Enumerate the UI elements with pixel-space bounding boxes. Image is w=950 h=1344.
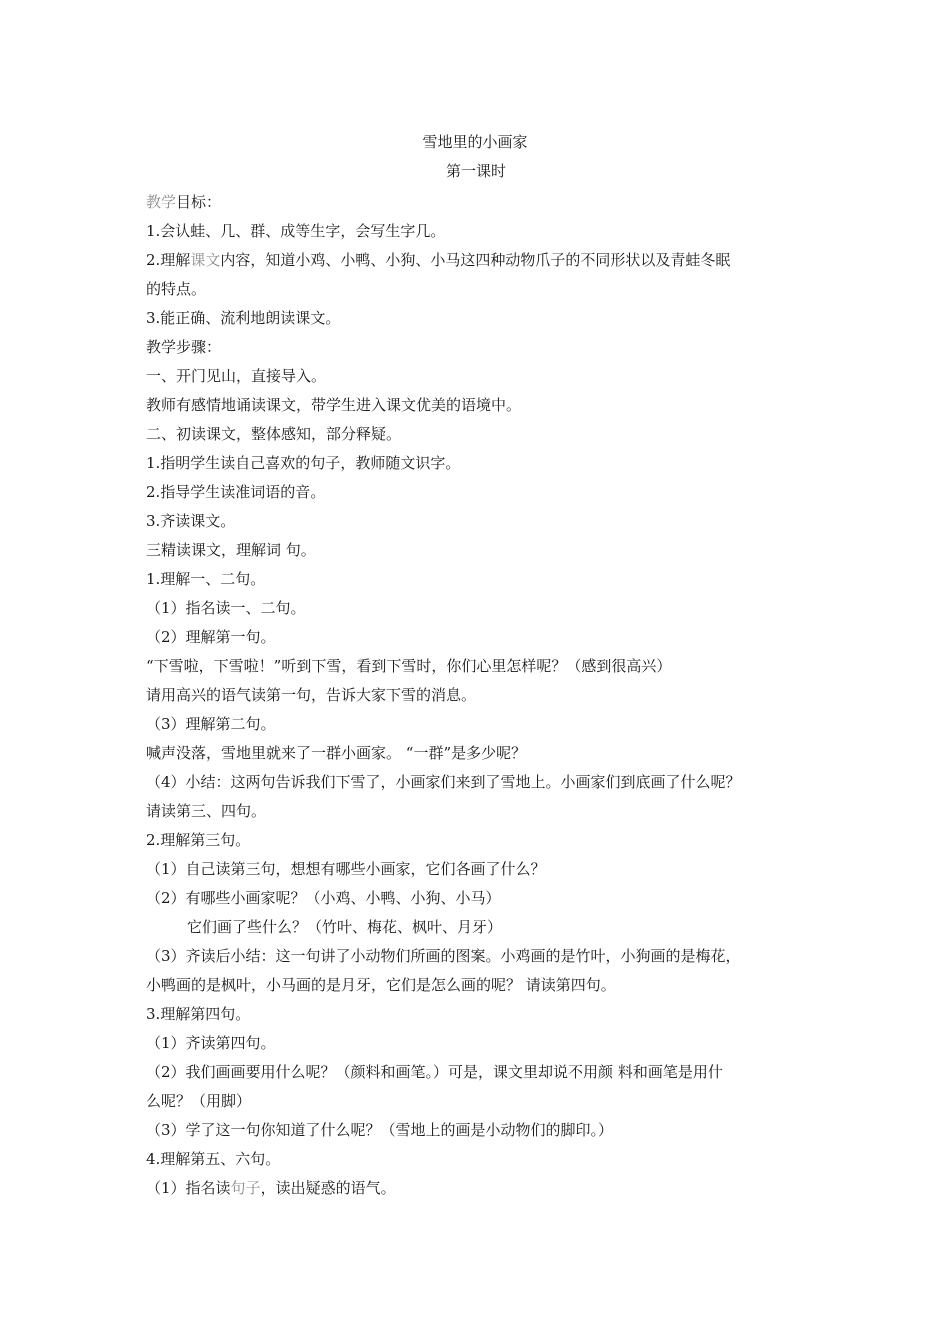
- sub-item: （4）小结：这两句告诉我们下雪了，小画家们来到了雪地上。小画家们到底画了什么呢？: [146, 773, 741, 791]
- sub-item: （1）指名读一、二句。: [146, 599, 306, 617]
- section-heading: 一、开门见山，直接导入。: [146, 367, 327, 385]
- list-item: 4.理解第五、六句。: [146, 1150, 281, 1168]
- paragraph: “下雪啦，下雪啦！”听到下雪，看到下雪时，你们心里怎样呢？（感到很高兴）: [146, 657, 672, 675]
- goals-heading: [146, 188, 806, 217]
- goal-2-post: 内容，知道小鸡、小鸭、小狗、小马这四种动物爪子的不同形状以及青蛙冬眠: [220, 251, 731, 269]
- s3-4-1-link: 句子: [230, 1179, 261, 1197]
- paragraph: 小鸭画的是枫叶，小马画的是月牙，它们是怎么画的呢？ 请读第四句。: [146, 976, 616, 994]
- sub-item: （3）齐读后小结：这一句讲了小动物们所画的图案。小鸡画的是竹叶，小狗画的是梅花，: [146, 947, 741, 965]
- goal-item: 1.会认蛙、几、群、成等生字，会写生字几。: [146, 222, 446, 240]
- paragraph: 请读第三、四句。: [146, 802, 267, 820]
- list-item: 1.理解一、二句。: [146, 570, 266, 588]
- list-item: 1.指明学生读自己喜欢的句子，教师随文识字。: [146, 454, 461, 472]
- sub-item: （1）自己读第三句，想想有哪些小画家，它们各画了什么？: [146, 860, 546, 878]
- sub-item: （2）我们画画要用什么呢？（颜料和画笔。）可是，课文里却说不用颜 料和画笔是用什: [146, 1063, 723, 1081]
- goals-heading-prefix: 教学: [146, 193, 177, 211]
- sub-item-continued: 它们画了些什么？（竹叶、梅花、枫叶、月牙）: [187, 918, 503, 936]
- document-body: [146, 188, 806, 1203]
- list-item: 3.齐读课文。: [146, 512, 236, 530]
- paragraph: 请用高兴的语气读第一句，告诉大家下雪的消息。: [146, 686, 477, 704]
- document-title: 雪地里的小画家: [422, 133, 528, 151]
- document-subtitle: 第一课时: [446, 162, 507, 180]
- section-heading: 二、初读课文，整体感知，部分释疑。: [146, 425, 402, 443]
- sub-item: （3）学了这一句你知道了什么呢？（雪地上的画是小动物们的脚印。）: [146, 1121, 614, 1139]
- goal-2-link: 课文: [190, 251, 221, 269]
- s3-4-1-pre: （1）指名读: [146, 1179, 231, 1197]
- paragraph: 喊声没落，雪地里就来了一群小画家。 “一群”是多少呢？: [146, 744, 527, 762]
- goals-heading-suffix: 目标：: [176, 193, 222, 211]
- list-item: 2.指导学生读准词语的音。: [146, 483, 326, 501]
- goal-item: 3.能正确、流利地朗读课文。: [146, 309, 341, 327]
- list-item: 2.理解第三句。: [146, 831, 251, 849]
- goal-item: [146, 246, 806, 275]
- sub-item: （1）齐读第四句。: [146, 1034, 276, 1052]
- steps-heading: 教学步骤：: [146, 338, 222, 356]
- sub-item: （3）理解第二句。: [146, 715, 276, 733]
- goal-item-continued: 的特点。: [146, 280, 207, 298]
- paragraph: 么呢？（用脚）: [146, 1092, 252, 1110]
- goal-2-pre: 2.理解: [146, 251, 191, 269]
- sub-item: （2）理解第一句。: [146, 628, 276, 646]
- sub-item: （2）有哪些小画家呢？（小鸡、小鸭、小狗、小马）: [146, 889, 501, 907]
- paragraph: 教师有感情地诵读课文，带学生进入课文优美的语境中。: [146, 396, 522, 414]
- sub-item: [146, 1174, 806, 1203]
- list-item: 3.理解第四句。: [146, 1005, 251, 1023]
- s3-4-1-post: ，读出疑惑的语气。: [260, 1179, 396, 1197]
- section-heading: 三精读课文，理解词 句。: [146, 541, 316, 559]
